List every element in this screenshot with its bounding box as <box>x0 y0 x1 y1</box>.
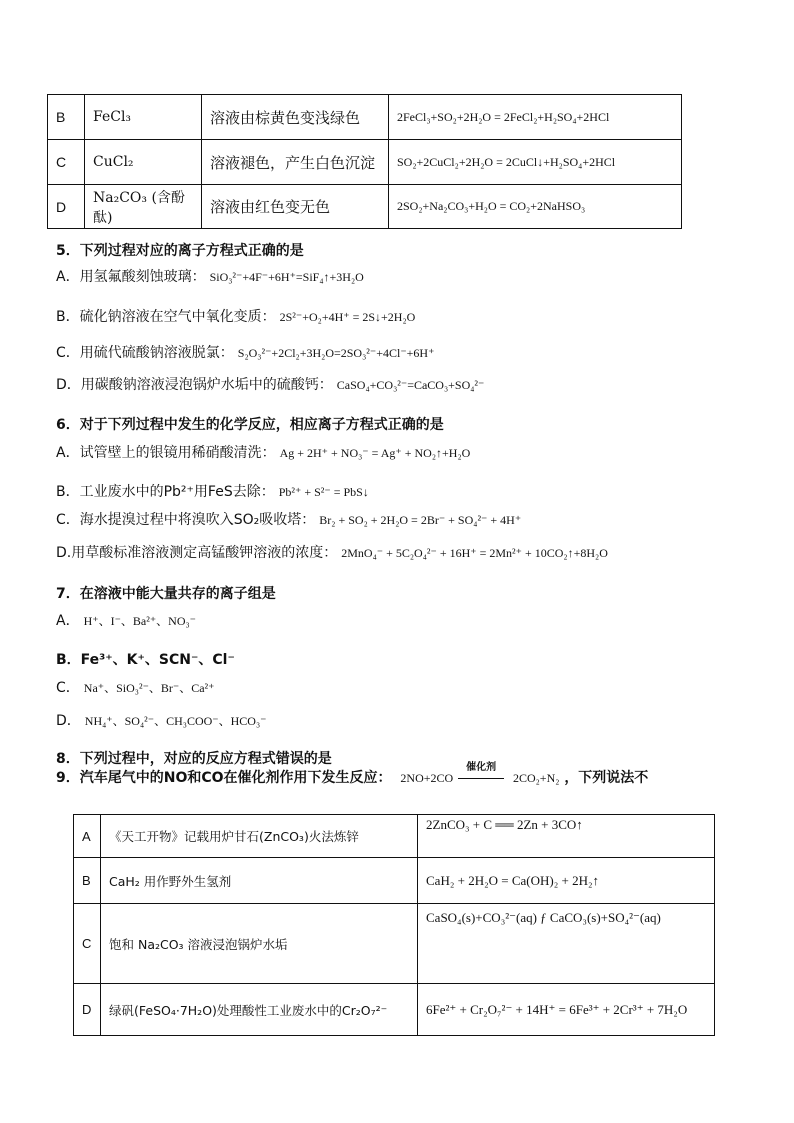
equation-cell: 6Fe²⁺ + Cr₂O₇²⁻ + 14H⁺ = 6Fe³⁺ + 2Cr³⁺ + 7H₂O <box>418 984 715 1036</box>
q9-stem-end: ，下列说法不 <box>564 770 649 786</box>
q6-option-a <box>56 442 470 462</box>
row-label: D <box>48 185 85 229</box>
equation-cell: 2FeCl₃+SO₂+2H₂O = 2FeCl₂+H₂SO₄+2HCl <box>389 95 682 140</box>
row-label: C <box>48 140 85 185</box>
q6-stem: 6．对于下列过程中发生的化学反应，相应离子方程式正确的是 <box>56 417 444 433</box>
option-equation: S₂O₃²⁻+2Cl₂+3H₂O=2SO₃²⁻+4Cl⁻+6H⁺ <box>237 346 435 360</box>
row-label: B <box>48 95 85 140</box>
equation-cell: CaSO₄(s)+CO₃²⁻(aq) ƒ CaCO₃(s)+SO₄²⁻(aq) <box>418 904 715 984</box>
q6-option-d <box>56 542 608 562</box>
option-text: A．试管壁上的银镜用稀硝酸清洗： <box>56 445 276 461</box>
row-label: C <box>74 904 101 984</box>
q5-option-c <box>56 342 434 362</box>
option-equation: Ag + 2H⁺ + NO₃⁻ = Ag⁺ + NO₂↑+H₂O <box>279 446 471 460</box>
catalyst-arrow <box>458 762 504 786</box>
option-text: B．Fe³⁺、K⁺、SCN⁻、Cl⁻ <box>56 652 235 668</box>
option-text: C．用硫代硫酸钠溶液脱氯： <box>56 345 234 361</box>
option-text: A． <box>56 613 80 629</box>
q9-stem-start: 9．汽车尾气中的NO和CO在催化剂作用下发生反应： <box>56 770 392 786</box>
reaction-table-1 <box>47 94 682 229</box>
option-text: D． <box>56 713 81 729</box>
q6-option-c <box>56 509 521 529</box>
table-row <box>74 858 715 904</box>
q6-option-b <box>56 481 369 501</box>
table-row <box>74 984 715 1036</box>
option-text: D.用草酸标准溶液测定高锰酸钾溶液的浓度： <box>56 545 338 561</box>
reaction-table-2 <box>73 814 715 1036</box>
option-text: C． <box>56 680 80 696</box>
option-equation: SiO₃²⁻+4F⁻+6H⁺=SiF₄↑+3H₂O <box>209 270 364 284</box>
q7-option-d <box>56 710 266 730</box>
q7-stem: 7．在溶液中能大量共存的离子组是 <box>56 586 276 602</box>
catalyst-label: 催化剂 <box>466 762 497 773</box>
q9-stem <box>56 762 649 787</box>
equation-cell: SO₂+2CuCl₂+2H₂O = 2CuCl↓+H₂SO₄+2HCl <box>389 140 682 185</box>
option-text: D．用碳酸钠溶液浸泡锅炉水垢中的硫酸钙： <box>56 377 333 393</box>
q5-option-a <box>56 266 364 286</box>
q9-eq-left: 2NO+2CO <box>400 771 454 785</box>
q8-stem: 8．下列过程中，对应的反应方程式错误的是 <box>56 751 332 767</box>
q7-option-a <box>56 610 196 630</box>
option-text: A．用氢氟酸刻蚀玻璃： <box>56 269 206 285</box>
table-row <box>48 140 682 185</box>
q9-eq-right: 2CO₂+N₂ <box>512 771 560 785</box>
option-equation: Na⁺、SiO₃²⁻、Br⁻、Ca²⁺ <box>83 681 215 695</box>
reagent-cell: FeCl₃ <box>85 95 202 140</box>
desc-cell: 绿矾(FeSO₄·7H₂O)处理酸性工业废水中的Cr₂O₇²⁻ <box>101 984 418 1036</box>
observation-cell: 溶液褪色，产生白色沉淀 <box>202 140 389 185</box>
desc-cell: 《天工开物》记载用炉甘石(ZnCO₃)火法炼锌 <box>101 815 418 858</box>
observation-cell: 溶液由红色变无色 <box>202 185 389 229</box>
option-equation: Br₂ + SO₂ + 2H₂O = 2Br⁻ + SO₄²⁻ + 4H⁺ <box>319 513 522 527</box>
option-text: C．海水提溴过程中将溴吹入SO₂吸收塔： <box>56 512 316 528</box>
desc-cell: 饱和 Na₂CO₃ 溶液浸泡锅炉水垢 <box>101 904 418 984</box>
q5-option-d <box>56 374 484 394</box>
option-equation: 2S²⁻+O₂+4H⁺ = 2S↓+2H₂O <box>279 310 416 324</box>
equation-cell: 2ZnCO₃ + C ══ 2Zn + 3CO↑ <box>418 815 715 858</box>
row-label: A <box>74 815 101 858</box>
equation-cell: CaH₂ + 2H₂O = Ca(OH)₂ + 2H₂↑ <box>418 858 715 904</box>
option-equation: CaSO₄+CO₃²⁻=CaCO₃+SO₄²⁻ <box>336 378 485 392</box>
option-text: B．硫化钠溶液在空气中氧化变质： <box>56 309 276 325</box>
reagent-cell: Na₂CO₃ (含酚酞) <box>85 185 202 229</box>
reagent-cell: CuCl₂ <box>85 140 202 185</box>
table-row <box>74 904 715 984</box>
observation-cell: 溶液由棕黄色变浅绿色 <box>202 95 389 140</box>
option-equation: NH₄⁺、SO₄²⁻、CH₃COO⁻、HCO₃⁻ <box>84 714 267 728</box>
table-row <box>48 95 682 140</box>
row-label: D <box>74 984 101 1036</box>
row-label: B <box>74 858 101 904</box>
q7-option-c <box>56 677 215 697</box>
q5-stem: 5．下列过程对应的离子方程式正确的是 <box>56 243 304 259</box>
q5-option-b <box>56 306 415 326</box>
table-row <box>74 815 715 858</box>
option-equation: Pb²⁺ + S²⁻ = PbS↓ <box>278 485 369 499</box>
option-equation: 2MnO₄⁻ + 5C₂O₄²⁻ + 16H⁺ = 2Mn²⁺ + 10CO₂↑+8H₂O <box>341 546 608 560</box>
table-row <box>48 185 682 229</box>
equation-cell: 2SO₂+Na₂CO₃+H₂O = CO₂+2NaHSO₃ <box>389 185 682 229</box>
desc-cell: CaH₂ 用作野外生氢剂 <box>101 858 418 904</box>
option-equation: H⁺、I⁻、Ba²⁺、NO₃⁻ <box>83 614 197 628</box>
q7-option-b <box>56 649 235 669</box>
option-text: B．工业废水中的Pb²⁺用FeS去除： <box>56 484 275 500</box>
